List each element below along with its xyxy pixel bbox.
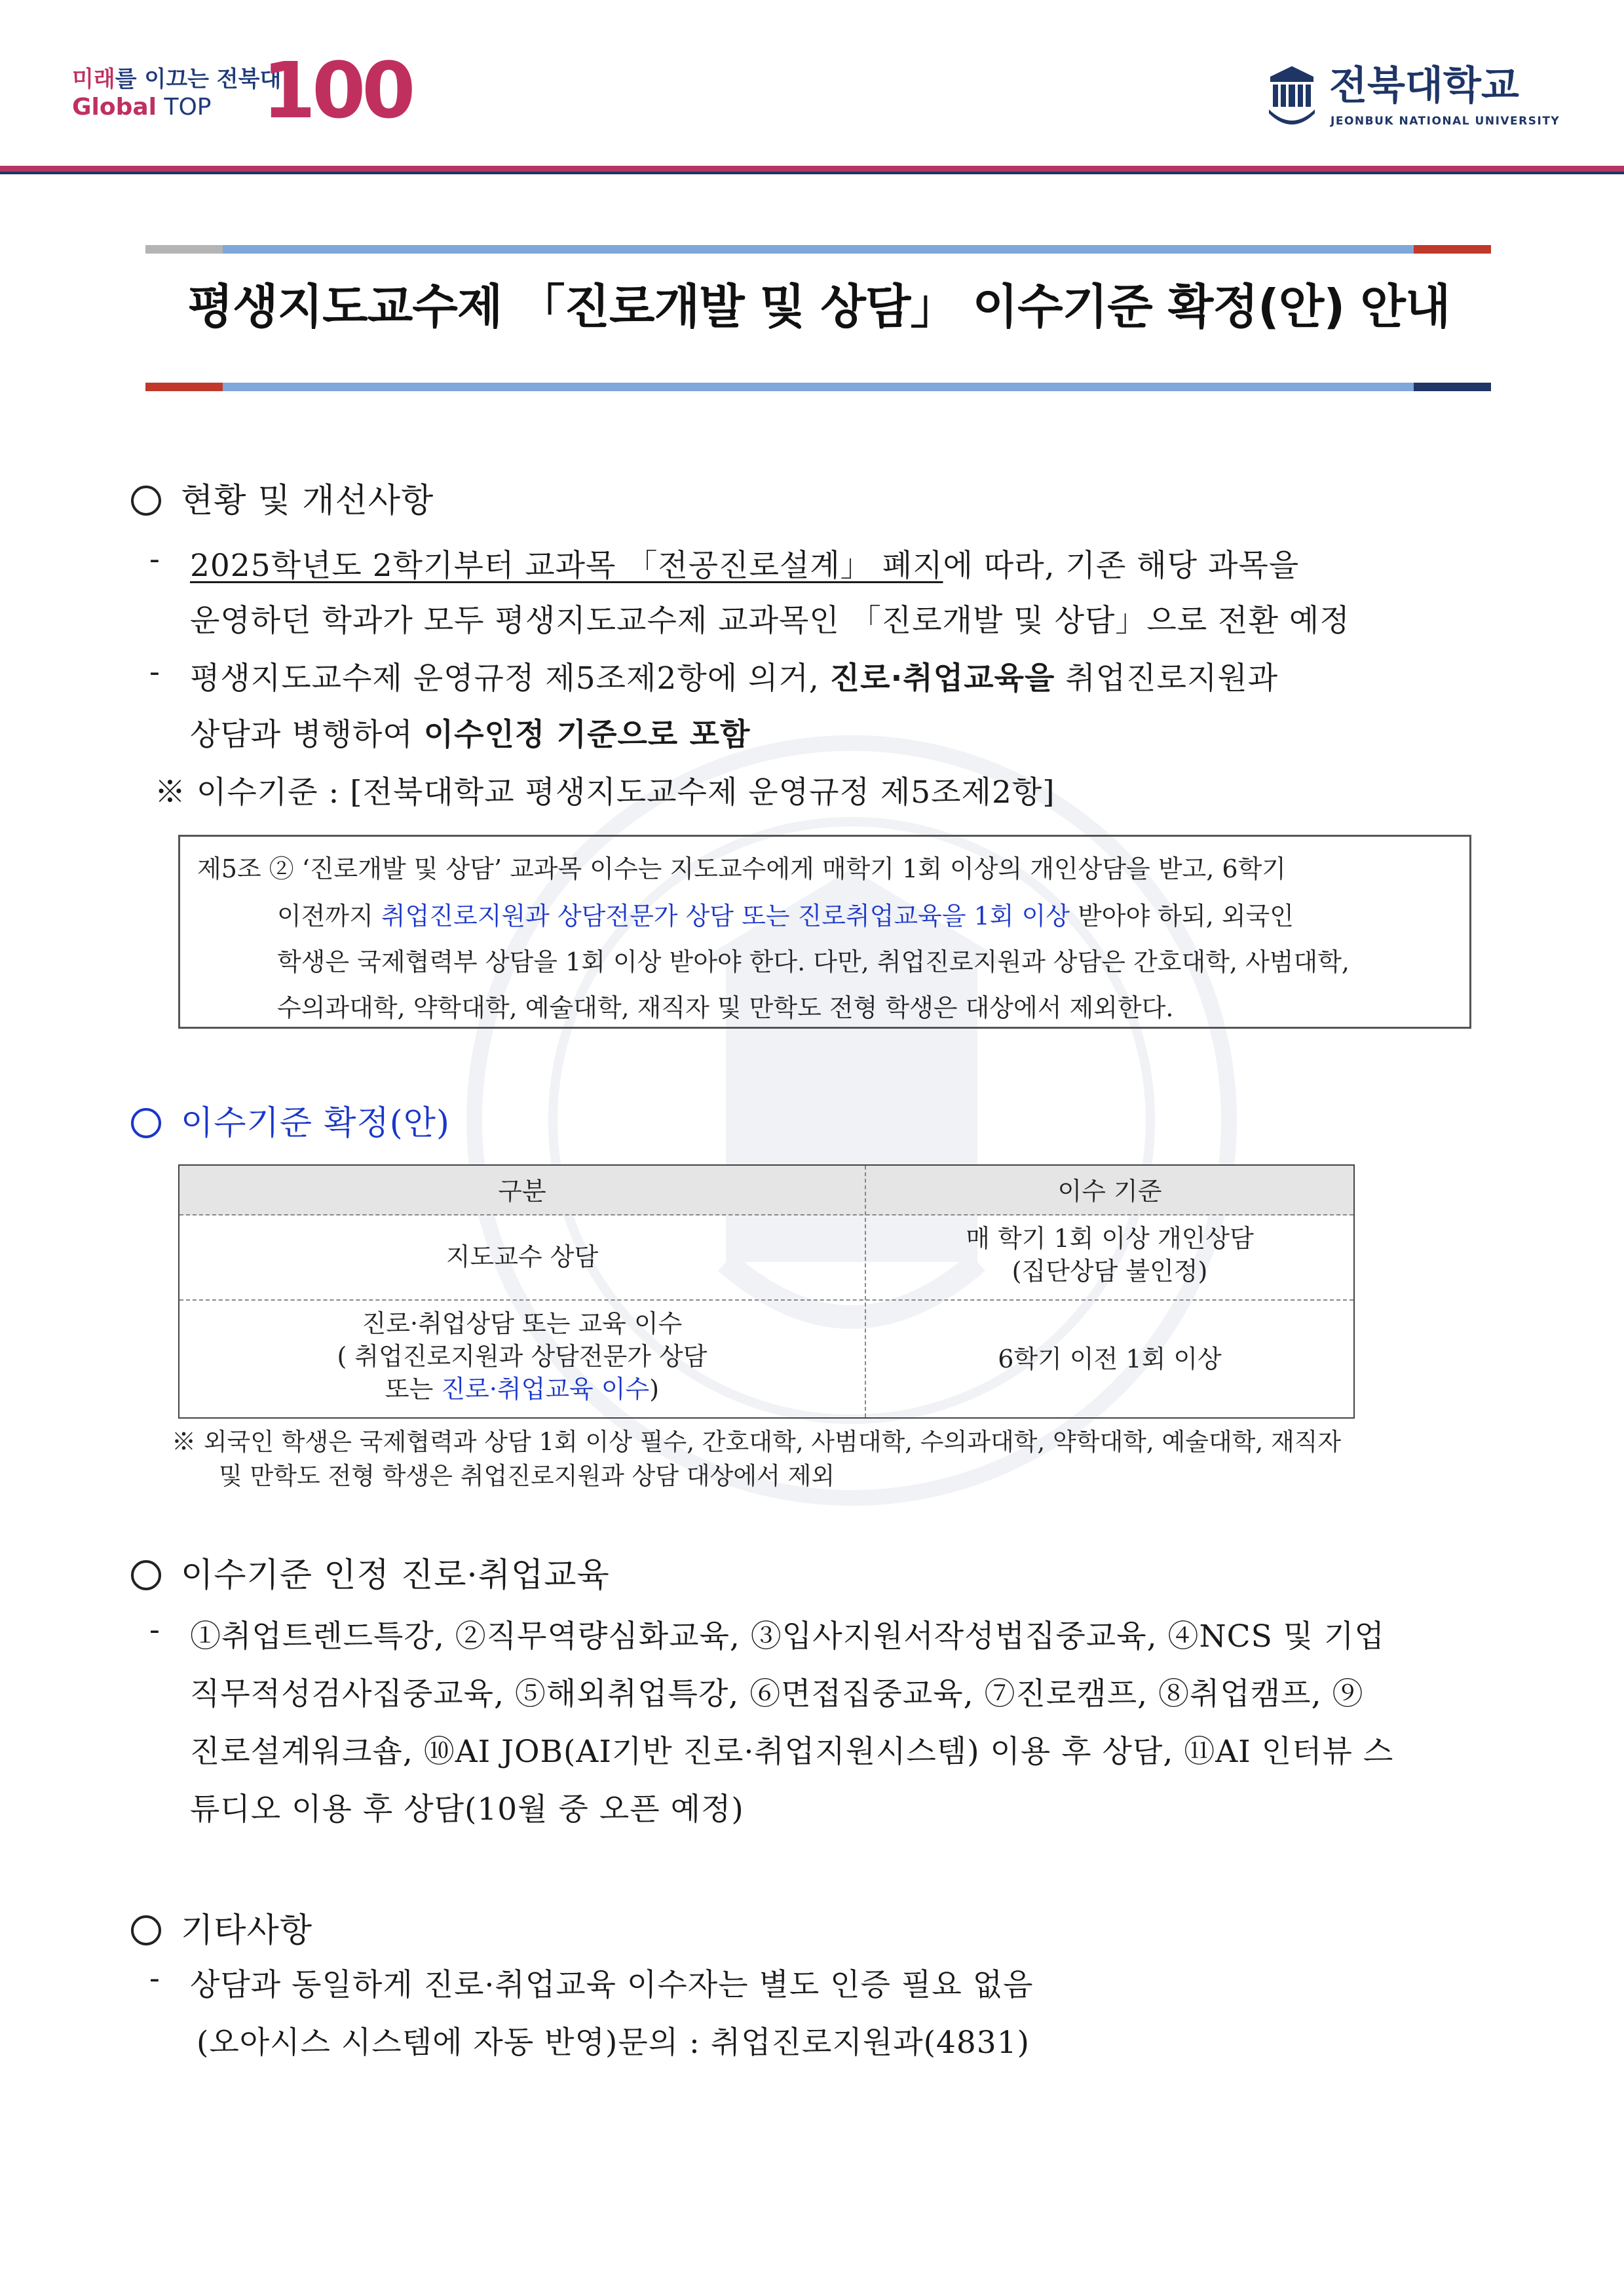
- section-heading-criteria: 이수기준 확정(안): [131, 1096, 450, 1144]
- other-line1: 상담과 동일하게 진로·취업교육 이수자는 별도 인증 필요 없음: [190, 1967, 1034, 2003]
- table-cell-career-criteria: 6학기 이전 1회 이상: [998, 1345, 1222, 1373]
- table-header-category: 구분: [498, 1177, 546, 1206]
- status-bullet-1-line2: 운영하던 학과가 모두 평생지도교수제 교과목인 「진로개발 및 상담」으로 전환 예정: [190, 603, 1350, 639]
- bullet-dash: -: [149, 1961, 161, 1997]
- title-bottom-bar-navy: [1414, 383, 1491, 391]
- university-name: 전북대학교: [1329, 63, 1519, 109]
- education-list-line4: 튜디오 이용 후 상담(10월 중 오픈 예정): [190, 1791, 744, 1827]
- regulation-reference: ※ 이수기준 : [전북대학교 평생지도교수제 운영규정 제5조제2항]: [155, 775, 1055, 811]
- table-cell-career-counseling: 진로·취업상담 또는 교육 이수 ( 취업진로지원과 상담전문가 상담 또는 진로·취업교육 이수): [337, 1309, 708, 1404]
- quote-line-1: 제5조 ② ‘진로개발 및 상담’ 교과목 이수는 지도교수에게 매학기 1회 이상의 개인상담을 받고, 6학기: [197, 854, 1286, 883]
- jeonbuk-university-logo: [1264, 62, 1560, 134]
- global-top100-logo: [72, 45, 412, 141]
- quote-line-4: 수의과대학, 약학대학, 예술대학, 재직자 및 만학도 전형 학생은 대상에서 제외한다.: [277, 993, 1174, 1022]
- table-cell-advisor-criteria: 매 학기 1회 이상 개인상담 (집단상담 불인정): [966, 1224, 1254, 1286]
- education-list-line2: 직무적성검사집중교육, ⑤해외취업특강, ⑥면접집중교육, ⑦진로캠프, ⑧취업캠프, ⑨: [190, 1676, 1364, 1712]
- education-list-line1: ①취업트렌드특강, ②직무역량심화교육, ③입사지원서작성법집중교육, ④NCS 및 기업: [190, 1618, 1385, 1655]
- header-divider: [0, 166, 1624, 172]
- logo-number-100: 100: [262, 45, 412, 136]
- title-top-bar-gray: [145, 245, 223, 254]
- title-top-bar-blue: [223, 245, 1414, 254]
- status-bullet-2-line1: 평생지도교수제 운영규정 제5조제2항에 의거, 진로·취업교육을 취업진로지원과: [190, 660, 1279, 697]
- criteria-note-line1: ※ 외국인 학생은 국제협력과 상담 1회 이상 필수, 간호대학, 사범대학, 수의과대학, 약학대학, 예술대학, 재직자: [172, 1428, 1342, 1456]
- bullet-dash: -: [149, 541, 161, 577]
- logo-slogan: 미래를 이끄는 전북대: [72, 66, 282, 92]
- logo-global-top: Global TOP: [72, 94, 212, 121]
- bullet-dash: -: [149, 1612, 161, 1648]
- status-bullet-1-line1: 2025학년도 2학기부터 교과목 「전공진로설계」 폐지에 따라, 기존 해당 과목을: [190, 548, 1300, 584]
- title-bottom-bar-blue: [223, 383, 1414, 391]
- other-line2-contact: (오아시스 시스템에 자동 반영)문의 : 취업진로지원과(4831): [197, 2025, 1030, 2061]
- quote-line-3: 학생은 국제협력부 상담을 1회 이상 받아야 한다. 다만, 취업진로지원과 상담은 간호대학, 사범대학,: [277, 947, 1350, 976]
- education-list-line3: 진로설계워크숍, ⑩AI JOB(AI기반 진로·취업지원시스템) 이용 후 상담, ⑪AI 인터뷰 스: [190, 1734, 1394, 1770]
- title-top-bar-red: [1414, 245, 1491, 254]
- university-emblem-icon: [1264, 65, 1320, 130]
- section-heading-status: 현황 및 개선사항: [131, 473, 434, 522]
- criteria-table: [178, 1164, 1355, 1419]
- circle-bullet-icon: [131, 1108, 161, 1138]
- regulation-quote-box: [178, 835, 1471, 1029]
- table-row-divider: [179, 1299, 1353, 1301]
- circle-bullet-icon: [131, 1560, 161, 1590]
- university-name-english: JEONBUK NATIONAL UNIVERSITY: [1331, 115, 1560, 128]
- section-heading-education: 이수기준 인정 진로·취업교육: [131, 1548, 610, 1596]
- table-cell-advisor-counseling: 지도교수 상담: [445, 1242, 599, 1271]
- document-title: 평생지도교수제 「진로개발 및 상담」 이수기준 확정(안) 안내: [187, 279, 1450, 334]
- circle-bullet-icon: [131, 1915, 161, 1945]
- header-divider-secondary: [0, 172, 1624, 174]
- table-header-criteria: 이수 기준: [1057, 1177, 1162, 1206]
- circle-bullet-icon: [131, 486, 161, 516]
- title-bottom-bar-red: [145, 383, 223, 391]
- status-bullet-2-line2: 상담과 병행하여 이수인정 기준으로 포함: [190, 717, 751, 753]
- criteria-note-line2: 및 만학도 전형 학생은 취업진로지원과 상담 대상에서 제외: [219, 1462, 835, 1490]
- section-heading-other: 기타사항: [131, 1903, 312, 1951]
- quote-line-2: 이전까지 취업진로지원과 상담전문가 상담 또는 진로취업교육을 1회 이상 받아야 하되, 외국인: [277, 902, 1294, 930]
- bullet-dash: -: [149, 654, 161, 690]
